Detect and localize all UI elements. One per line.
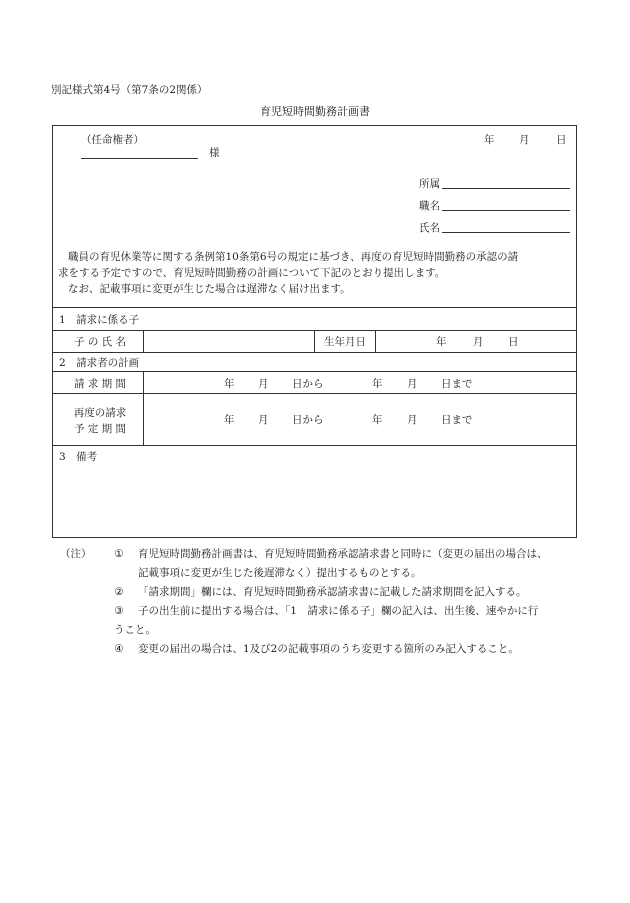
document-title: 育児短時間勤務計画書 [260, 105, 370, 118]
sama-label: 様 [209, 147, 220, 159]
date-month-label: 月 [519, 134, 530, 146]
section1-heading: 1 請求に係る子 [59, 314, 140, 326]
note-item [60, 602, 580, 621]
period-start-from: 日から [292, 378, 324, 390]
note-text: 変更の届出の場合は、1及び2の記載事項のうち変更する箇所のみ記入すること。 [138, 643, 519, 655]
redo-label-line: 再度の請求 [73, 407, 127, 419]
notes-prefix: （注） [60, 548, 92, 560]
period-start-month: 月 [258, 378, 269, 390]
position-field[interactable] [442, 198, 570, 211]
authority-label: （任命権者） [81, 134, 144, 146]
note-number: ③ [114, 605, 124, 617]
body-line: 求をする予定ですので、育児短時間勤務の計画について下記のとおり提出します。 [58, 267, 446, 279]
divider [375, 330, 376, 352]
divider [52, 352, 577, 353]
note-number: ② [114, 586, 124, 598]
form-reference: 別記様式第4号（第7条の2関係） [51, 84, 208, 96]
affiliation-label: 所属 [419, 178, 440, 190]
divider [314, 330, 315, 352]
period-end-until: 日まで [441, 378, 473, 390]
date-day-label: 日 [556, 134, 567, 146]
note-item [60, 583, 580, 602]
redo-start-month: 月 [258, 414, 269, 426]
authority-field[interactable] [81, 146, 198, 159]
redo-start-from: 日から [292, 414, 324, 426]
note-text: 育児短時間勤務計画書は、育児短時間勤務承認請求書と同時に（変更の届出の場合は、 [138, 548, 548, 560]
note-number: ④ [114, 643, 124, 655]
redo-start-year: 年 [224, 414, 235, 426]
birthdate-label: 生年月日 [324, 336, 366, 348]
redo-end-year: 年 [372, 414, 383, 426]
body-line: 職員の育児休業等に関する条例第10条第6号の規定に基づき、再度の育児短時間勤務の承認の請 [68, 251, 519, 263]
note-continuation [60, 564, 580, 583]
note-continuation [60, 621, 580, 640]
notes [60, 545, 580, 659]
divider [52, 371, 577, 372]
note-item [60, 640, 580, 659]
divider [52, 393, 577, 394]
redo-label-line: 予 定 期 間 [73, 423, 126, 435]
birth-day-label: 日 [508, 336, 519, 348]
note-text: 「請求期間」欄には、育児短時間勤務承認請求書に記載した請求期間を記入する。 [138, 586, 527, 598]
divider [52, 445, 577, 446]
section3-heading: 3 備考 [59, 451, 98, 463]
note-text: うこと。 [114, 624, 156, 636]
body-line: なお、記載事項に変更が生じた場合は遅滞なく届け出ます。 [68, 283, 351, 295]
child-name-label: 子 の 氏 名 [73, 336, 126, 348]
period-start-year: 年 [224, 378, 235, 390]
period-end-month: 月 [407, 378, 418, 390]
request-period-label: 請 求 期 間 [73, 378, 126, 390]
body-paragraph [58, 249, 572, 297]
divider [143, 371, 144, 445]
child-name-field[interactable] [146, 332, 312, 350]
divider [52, 307, 577, 308]
position-label: 職名 [419, 200, 440, 212]
note-text: 子の出生前に提出する場合は、「1 請求に係る子」欄の記入は、出生後、速やかに行 [138, 605, 539, 617]
affiliation-field[interactable] [442, 176, 570, 189]
redo-period-label [60, 405, 140, 437]
name-label: 氏名 [419, 222, 440, 234]
birth-year-label: 年 [436, 336, 447, 348]
remarks-field[interactable] [56, 466, 572, 534]
redo-end-month: 月 [407, 414, 418, 426]
name-field[interactable] [442, 220, 570, 233]
period-end-year: 年 [372, 378, 383, 390]
birth-month-label: 月 [473, 336, 484, 348]
note-item [60, 545, 580, 564]
note-number: ① [114, 548, 124, 560]
note-text: 記載事項に変更が生じた後遅滞なく）提出するものとする。 [138, 567, 422, 579]
section2-heading: 2 請求者の計画 [59, 357, 140, 369]
divider [143, 330, 144, 352]
redo-end-until: 日まで [441, 414, 473, 426]
date-year-label: 年 [484, 134, 495, 146]
